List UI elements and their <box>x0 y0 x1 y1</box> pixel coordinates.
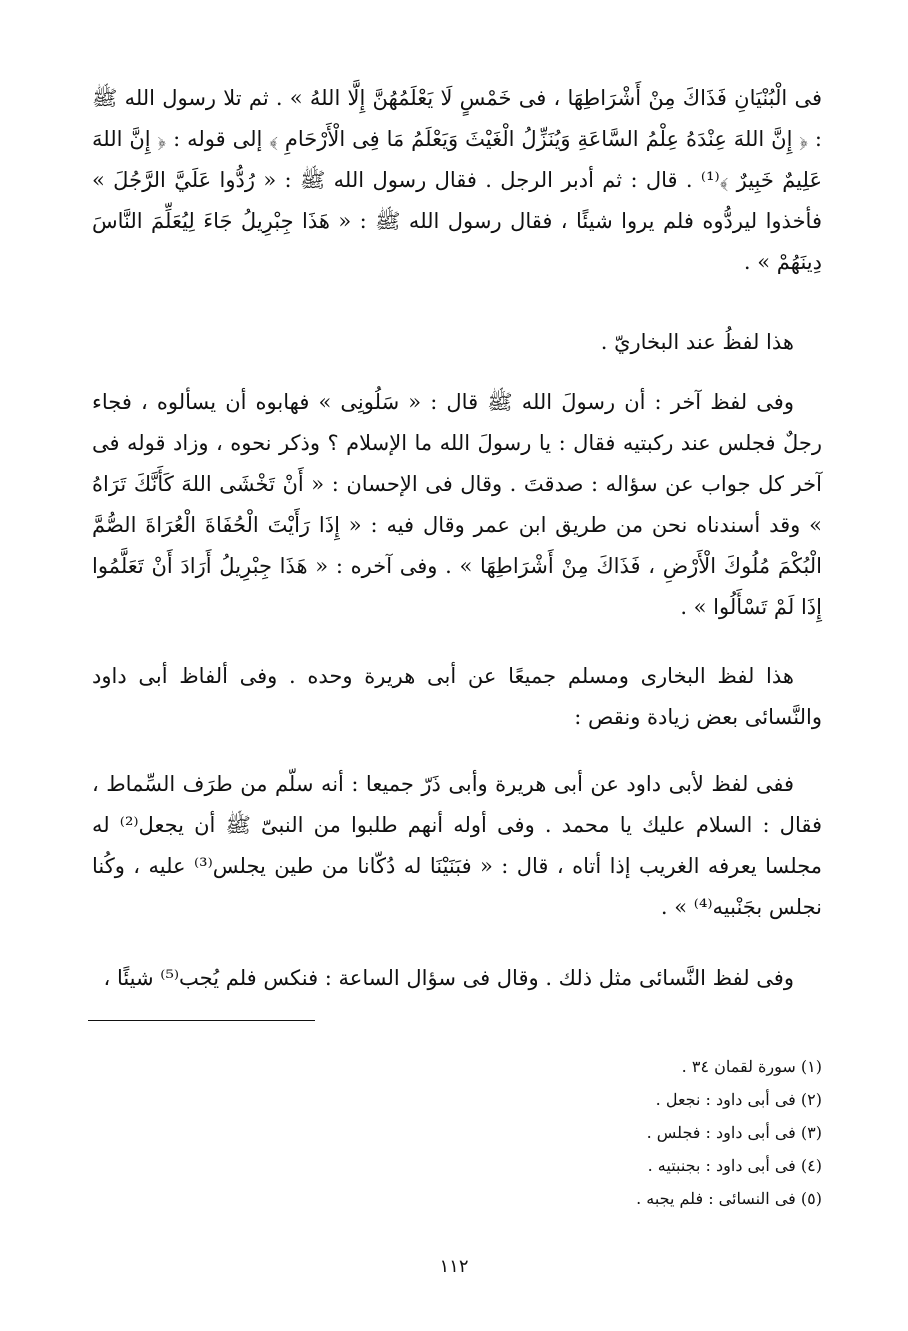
footnote-2: (٢) فى أبى داود : نجعل . <box>655 1090 822 1109</box>
paragraph-abu-dawud-wording: ففى لفظ لأبى داود عن أبى هريرة وأبى ذَرّ جميعا : أنه سلّم من طرَف السِّماط ، فقال : السلام عليك يا محمد . وفى أوله أنهم طلبوا من النبىّ ﷺ أن يجعل⁽²⁾ له مجلسا يعرفه الغريب إذا أتاه ، قال : « فبَنَيْنَا له دُكّانا من طين يجلس⁽³⁾ عليه ، وكُنا نجلس بجَنْبيه⁽⁴⁾ » . <box>92 772 823 919</box>
paragraph-bukhari-note: هذا لفظُ عند البخاريّ . <box>600 330 794 354</box>
footnotes <box>322 1050 822 1215</box>
footnote-separator <box>88 1020 315 1021</box>
paragraph-other-wording: وفى لفظ آخر : أن رسولَ الله ﷺ قال : « سَلُونِى » فهابوه أن يسألوه ، فجاء رجلٌ فجلس عند ركبتيه فقال : يا رسولَ الله ما الإسلام ؟ وذكر نحوه ، وزاد قوله فى آخر كل جواب عن سؤاله : صدقتَ . وقال فى الإحسان : « أَنْ تَخْشَى اللهَ كَأَنَّكَ تَرَاهُ » وقد أسندناه نحن من طريق ابن عمر وقال فيه : « إِذَا رَأَيْتَ الْحُفَاةَ الْعُرَاةَ الصُّمَّ الْبُكْمَ مُلُوكَ الْأَرْضِ ، فَذَاكَ مِنْ أَشْرَاطِهَا » . وفى آخره : « هَذَا جِبْرِيلُ أَرَادَ أَنْ تَعَلَّمُوا إِذَا لَمْ تَسْأَلُوا » . <box>92 390 822 619</box>
footnote-3: (٣) فى أبى داود : فجلس . <box>646 1123 822 1142</box>
main-text <box>92 78 822 999</box>
page-number: ١١٢ <box>439 1256 469 1277</box>
paragraph-nasai-wording: وفى لفظ النَّسائى مثل ذلك . وقال فى سؤال الساعة : فنكس فلم يُجب⁽⁵⁾ شيئًا ، <box>103 966 794 990</box>
paragraph-hadith-continuation: فى الْبُنْيَانِ فَذَاكَ مِنْ أَشْرَاطِهَا ، فى خَمْسٍ لَا يَعْلَمُهُنَّ إِلَّا اللهُ » . ثم تلا رسول الله ﷺ : ﴿ إِنَّ اللهَ عِنْدَهُ عِلْمُ السَّاعَةِ وَيُنَزِّلُ الْغَيْثَ وَيَعْلَمُ مَا فِى الْأَرْحَامِ ﴾ إلى قوله : ﴿ إِنَّ اللهَ عَلِيمٌ خَبِيرٌ ﴾⁽¹⁾ . قال : ثم أدبر الرجل . فقال رسول الله ﷺ : « رُدُّوا عَلَيَّ الرَّجُلَ » فأخذوا ليردُّوه فلم يروا شيئًا ، فقال رسول الله ﷺ : « هَذَا جِبْرِيلُ جَاءَ لِيُعَلِّمَ النَّاسَ دِينَهُمْ » . <box>92 86 822 274</box>
footnote-5: (٥) فى النسائى : فلم يجبه . <box>636 1189 822 1208</box>
footnote-1: (١) سورة لقمان ٣٤ . <box>681 1057 822 1076</box>
footnote-4: (٤) فى أبى داود : بجنبتيه . <box>647 1156 822 1175</box>
paragraph-abu-dawud-nasai: هذا لفظ البخارى ومسلم جميعًا عن أبى هريرة وحده . وفى ألفاظ أبى داود والنَّسائى بعض زيادة ونقص : <box>92 664 822 729</box>
